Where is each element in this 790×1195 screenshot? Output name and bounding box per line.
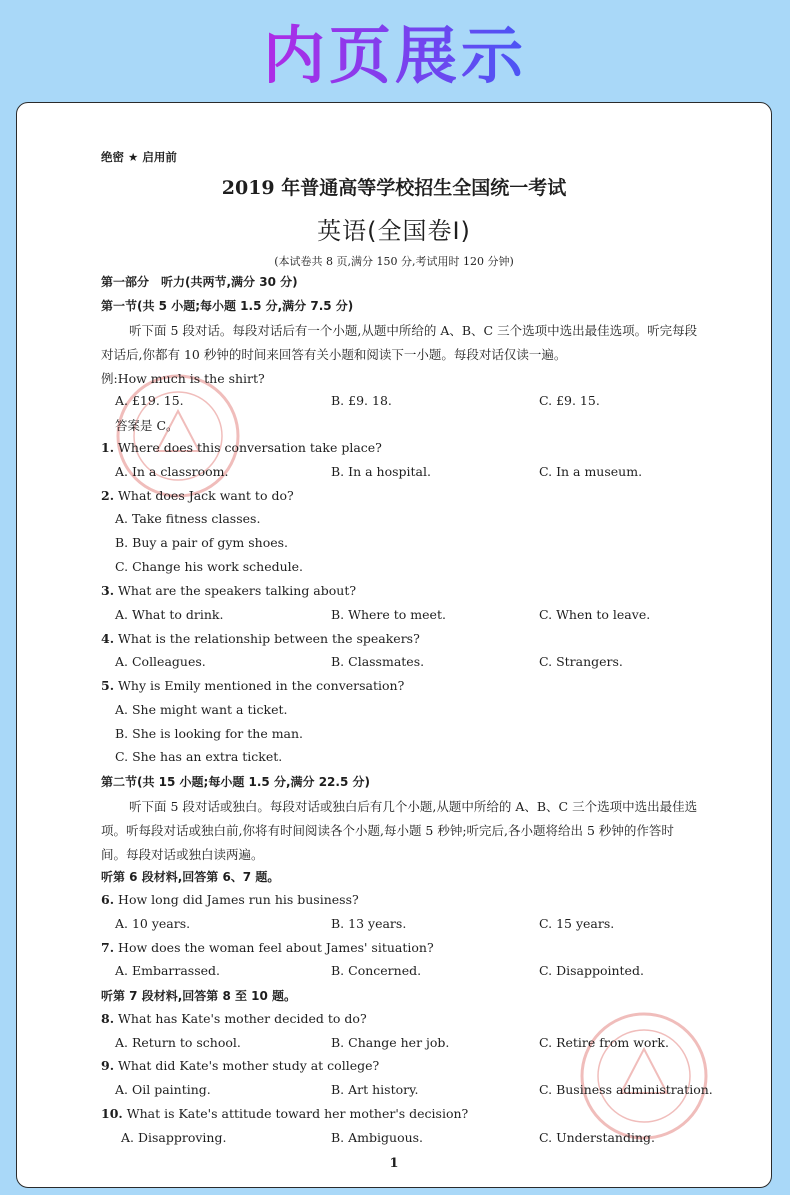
option-b: B. £9. 18.: [331, 393, 392, 408]
example-answer: 答案是 C。: [115, 418, 179, 433]
option-a: A. 10 years.: [115, 916, 191, 931]
option-a: A. Take fitness classes.: [115, 511, 261, 526]
exam-note: (本试卷共 8 页,满分 150 分,考试用时 120 分钟): [274, 255, 514, 268]
confidential-mark: 绝密 ★ 启用前: [101, 150, 177, 164]
question-8: 8. What has Kate's mother decided to do?: [101, 1011, 367, 1026]
banner-title: 内页展示: [263, 6, 527, 95]
option-c: C. £9. 15.: [539, 393, 600, 408]
option-a: A. Oil painting.: [115, 1082, 211, 1097]
option-b: B. Buy a pair of gym shoes.: [115, 535, 289, 550]
option-a: A. Disapproving.: [121, 1130, 227, 1145]
option-c: C. Strangers.: [539, 654, 623, 669]
option-b: B. She is looking for the man.: [115, 726, 304, 741]
option-a: A. Return to school.: [115, 1035, 241, 1050]
option-b: B. Ambiguous.: [331, 1130, 424, 1145]
option-c: C. In a museum.: [539, 464, 643, 479]
instruction-text: 对话后,你都有 10 秒钟的时间来回答有关小题和阅读下一小题。每段对话仅读一遍。: [101, 347, 567, 362]
option-b: B. In a hospital.: [331, 464, 431, 479]
option-c: C. When to leave.: [539, 607, 651, 622]
option-b: B. Where to meet.: [331, 607, 446, 622]
option-c: C. Understanding.: [539, 1130, 655, 1145]
question-5: 5. Why is Emily mentioned in the conversation?: [101, 678, 405, 693]
material-heading: 听第 6 段材料,回答第 6、7 题。: [101, 870, 280, 884]
seal-stamp-right: [577, 1009, 712, 1144]
option-c: C. Change his work schedule.: [115, 559, 304, 574]
option-c: C. She has an extra ticket.: [115, 749, 283, 764]
option-a: A. What to drink.: [115, 607, 224, 622]
section-heading: 第一节(共 5 小题;每小题 1.5 分,满分 7.5 分): [101, 299, 354, 313]
option-a: A. £19. 15.: [115, 393, 184, 408]
option-b: B. Classmates.: [331, 654, 425, 669]
instruction-text: 间。每段对话或独白读两遍。: [101, 847, 264, 862]
part-heading: 第一部分 听力(共两节,满分 30 分): [101, 275, 298, 289]
instruction-text: 听下面 5 段对话。每段对话后有一个小题,从题中所给的 A、B、C 三个选项中选出最佳选项。听完每段: [129, 323, 698, 338]
exam-subject: 英语(全国卷Ⅰ): [317, 217, 471, 245]
question-2: 2. What does Jack want to do?: [101, 488, 294, 503]
exam-page: [16, 102, 772, 1188]
option-b: B. Art history.: [331, 1082, 419, 1097]
option-c: C. Retire from work.: [539, 1035, 669, 1050]
question-7: 7. How does the woman feel about James' situation?: [101, 940, 434, 955]
question-4: 4. What is the relationship between the speakers?: [101, 631, 420, 646]
option-b: B. Concerned.: [331, 963, 422, 978]
option-c: C. Disappointed.: [539, 963, 644, 978]
seal-stamp-left: [113, 371, 243, 501]
material-heading: 听第 7 段材料,回答第 8 至 10 题。: [101, 989, 297, 1003]
instruction-text: 听下面 5 段对话或独白。每段对话或独白后有几个小题,从题中所给的 A、B、C 三个选项中选出最佳选: [129, 799, 698, 814]
question-9: 9. What did Kate's mother study at college?: [101, 1058, 380, 1073]
question-10: 10. What is Kate's attitude toward her mother's decision?: [101, 1106, 469, 1121]
question-6: 6. How long did James run his business?: [101, 892, 359, 907]
option-a: A. In a classroom.: [115, 464, 229, 479]
example-question: 例:How much is the shirt?: [101, 371, 265, 386]
instruction-text: 项。听每段对话或独白前,你将有时间阅读各个小题,每小题 5 秒钟;听完后,各小题将给出 5 秒钟的作答时: [101, 823, 674, 838]
question-1: 1. Where does this conversation take place?: [101, 440, 382, 455]
option-a: A. Colleagues.: [115, 654, 206, 669]
page-number: 1: [389, 1156, 399, 1171]
option-b: B. Change her job.: [331, 1035, 450, 1050]
option-b: B. 13 years.: [331, 916, 407, 931]
banner: [0, 0, 790, 100]
option-a: A. Embarrassed.: [115, 963, 221, 978]
exam-title: 2019 年普通高等学校招生全国统一考试: [221, 177, 567, 199]
question-3: 3. What are the speakers talking about?: [101, 583, 357, 598]
option-c: C. 15 years.: [539, 916, 615, 931]
option-a: A. She might want a ticket.: [115, 702, 288, 717]
section-heading: 第二节(共 15 小题;每小题 1.5 分,满分 22.5 分): [101, 775, 370, 789]
option-c: C. Business administration.: [539, 1082, 713, 1097]
